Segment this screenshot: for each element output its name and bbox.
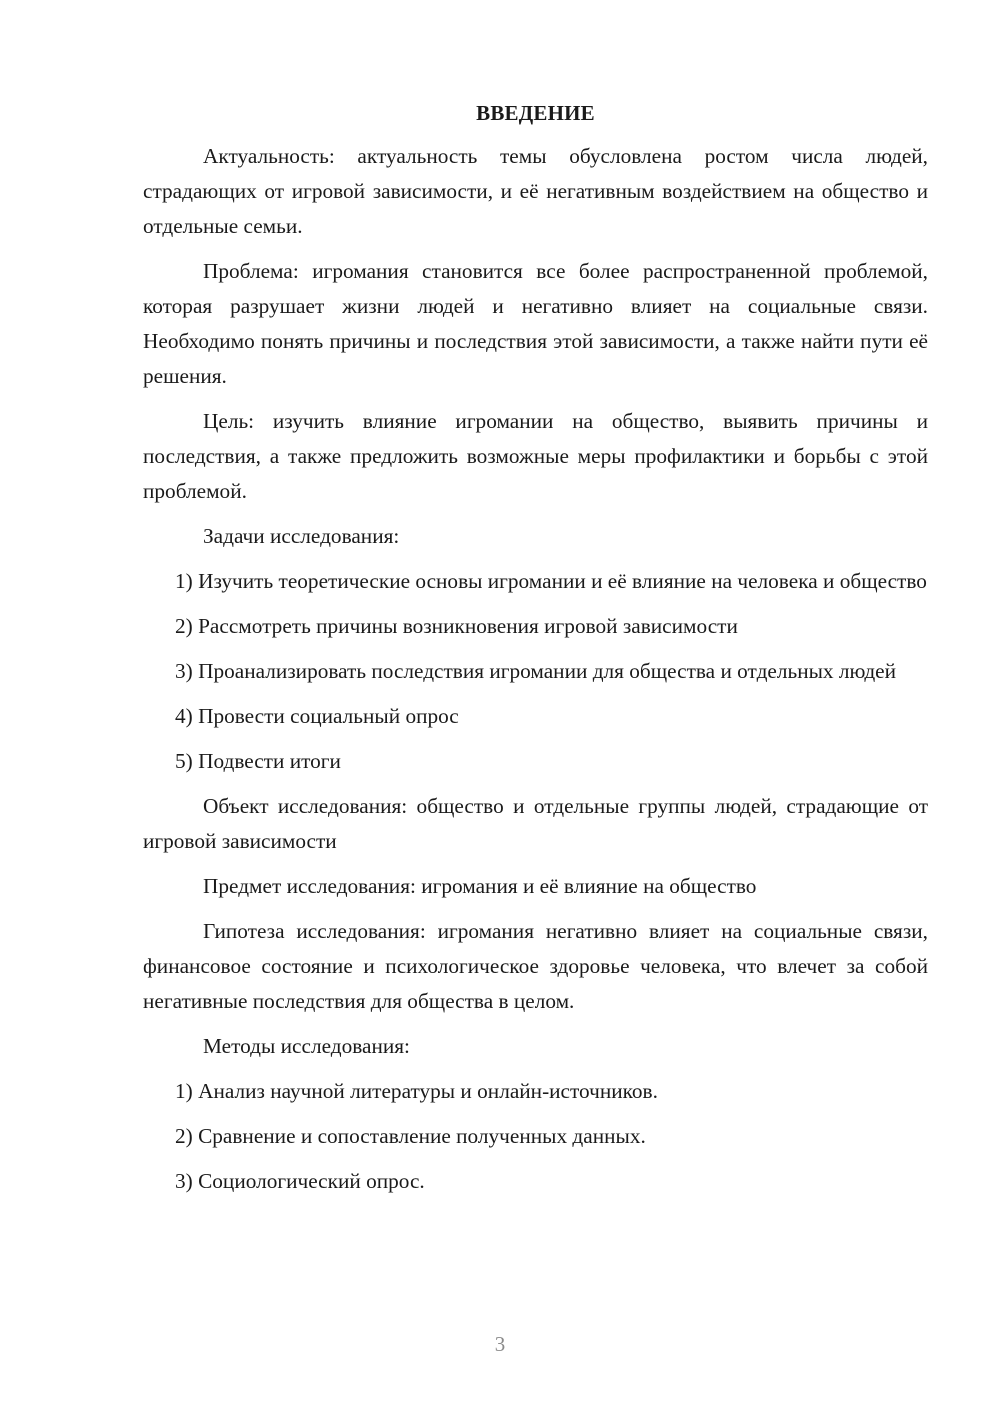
method-item-3: 3) Социологический опрос. <box>175 1169 425 1193</box>
object-paragraph: Объект исследования: общество и отдельные группы людей, страдающие от игровой зависимости <box>143 794 928 853</box>
relevance-paragraph: Актуальность: актуальность темы обусловлена ростом числа людей, страдающих от игровой зависимости, и её негативным воздействием на общество и отдельные семьи. <box>143 144 928 238</box>
task-item-5: 5) Подвести итоги <box>175 749 341 773</box>
problem-paragraph: Проблема: игромания становится все более распространенной проблемой, которая разрушает жизни людей и негативно влияет на социальные связи. Необходимо понять причины и последствия этой зависимости, а также найти пути её решения. <box>143 259 928 388</box>
method-item-1: 1) Анализ научной литературы и онлайн-источников. <box>175 1079 658 1103</box>
method-item-2: 2) Сравнение и сопоставление полученных данных. <box>175 1124 646 1148</box>
section-title: ВВЕДЕНИЕ <box>476 101 595 125</box>
task-item-2: 2) Рассмотреть причины возникновения игровой зависимости <box>175 614 738 638</box>
document-page <box>143 96 928 1209</box>
task-item-3: 3) Проанализировать последствия игромании для общества и отдельных людей <box>175 659 897 683</box>
task-item-1: 1) Изучить теоретические основы игромании и её влияние на человека и общество <box>175 569 927 593</box>
hypothesis-paragraph: Гипотеза исследования: игромания негативно влияет на социальные связи, финансовое состояние и психологическое здоровье человека, что влечет за собой негативные последствия для общества в целом. <box>143 919 928 1013</box>
goal-paragraph: Цель: изучить влияние игромании на общество, выявить причины и последствия, а также предложить возможные меры профилактики и борьбы с этой проблемой. <box>143 409 928 503</box>
task-item-4: 4) Провести социальный опрос <box>175 704 459 728</box>
tasks-heading: Задачи исследования: <box>203 524 400 548</box>
subject-paragraph: Предмет исследования: игромания и её влияние на общество <box>203 874 757 898</box>
page-number: 3 <box>494 1332 506 1356</box>
methods-heading: Методы исследования: <box>203 1034 410 1058</box>
